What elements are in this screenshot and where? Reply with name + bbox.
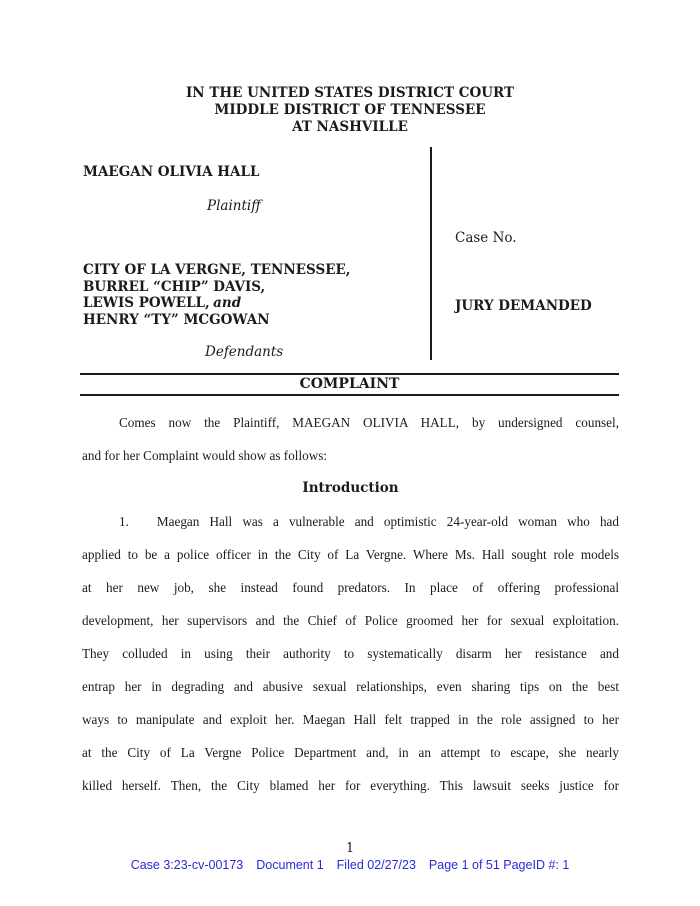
court-header [0, 85, 700, 136]
paragraph-text: Maegan Hall was a vulnerable and optimistic 24-year-old woman who had [156, 514, 619, 529]
stamp-case-number: Case 3:23-cv-00173 [130, 858, 244, 872]
paragraph-line: They colluded in using their authority to systematically disarm her resistance and [82, 646, 619, 661]
court-header-line-1: IN THE UNITED STATES DISTRICT COURT [185, 85, 515, 101]
court-header-line-3: AT NASHVILLE [292, 119, 408, 135]
document-title: COMPLAINT [299, 376, 400, 392]
stamp-page-info: Page 1 of 51 PageID #: 1 [428, 858, 570, 872]
ecf-filing-stamp [0, 858, 700, 872]
page-number: 1 [345, 841, 355, 856]
paragraph-line: at the City of La Vergne Police Department and, in an attempt to escape, she nearly [82, 745, 619, 760]
and-connector: and [213, 295, 242, 311]
defendants-list [83, 262, 350, 328]
opening-line: and for her Complaint would show as follows: [82, 448, 328, 463]
paragraph-line: ways to manipulate and exploit her. Maegan Hall felt trapped in the role assigned to her [82, 712, 619, 727]
defendant-line: BURREL “CHIP” DAVIS, [83, 278, 266, 295]
paragraph-line: applied to be a police officer in the City of La Vergne. Where Ms. Hall sought role models [82, 547, 619, 562]
defendants-role-label: Defendants [205, 344, 284, 360]
defendant-line: HENRY “TY” MCGOWAN [83, 311, 270, 328]
defendant-line: CITY OF LA VERGNE, TENNESSEE, [83, 262, 351, 278]
stamp-document-number: Document 1 [256, 858, 324, 872]
paragraph-line: at her new job, she instead found predators. In place of offering professional [82, 580, 619, 595]
defendant-line [83, 295, 350, 312]
body-text [82, 406, 619, 802]
paragraph-line: entrap her in degrading and abusive sexual relationships, even sharing tips on the best [82, 679, 619, 694]
plaintiff-name: MAEGAN OLIVIA HALL [83, 164, 260, 180]
jury-demanded-label: JURY DEMANDED [455, 298, 592, 314]
paragraph-line: killed herself. Then, the City blamed her for everything. This lawsuit seeks justice for [82, 778, 619, 793]
defendant-name: LEWIS POWELL, [83, 295, 210, 311]
case-number-label: Case No. [455, 230, 517, 246]
plaintiff-role-label: Plaintiff [207, 198, 261, 214]
caption-vertical-divider [430, 147, 432, 360]
paragraph-line [82, 505, 619, 538]
court-header-line-2: MIDDLE DISTRICT OF TENNESSEE [214, 102, 486, 118]
stamp-filed-date: Filed 02/27/23 [336, 858, 416, 872]
opening-line: Comes now the Plaintiff, MAEGAN OLIVIA HALL, by undersigned counsel, [119, 415, 619, 430]
paragraph-line: development, her supervisors and the Chief of Police groomed her for sexual exploitation. [82, 613, 619, 628]
section-heading-introduction: Introduction [302, 480, 399, 496]
title-rule-bottom [80, 394, 619, 396]
paragraph-number: 1. [119, 514, 129, 529]
